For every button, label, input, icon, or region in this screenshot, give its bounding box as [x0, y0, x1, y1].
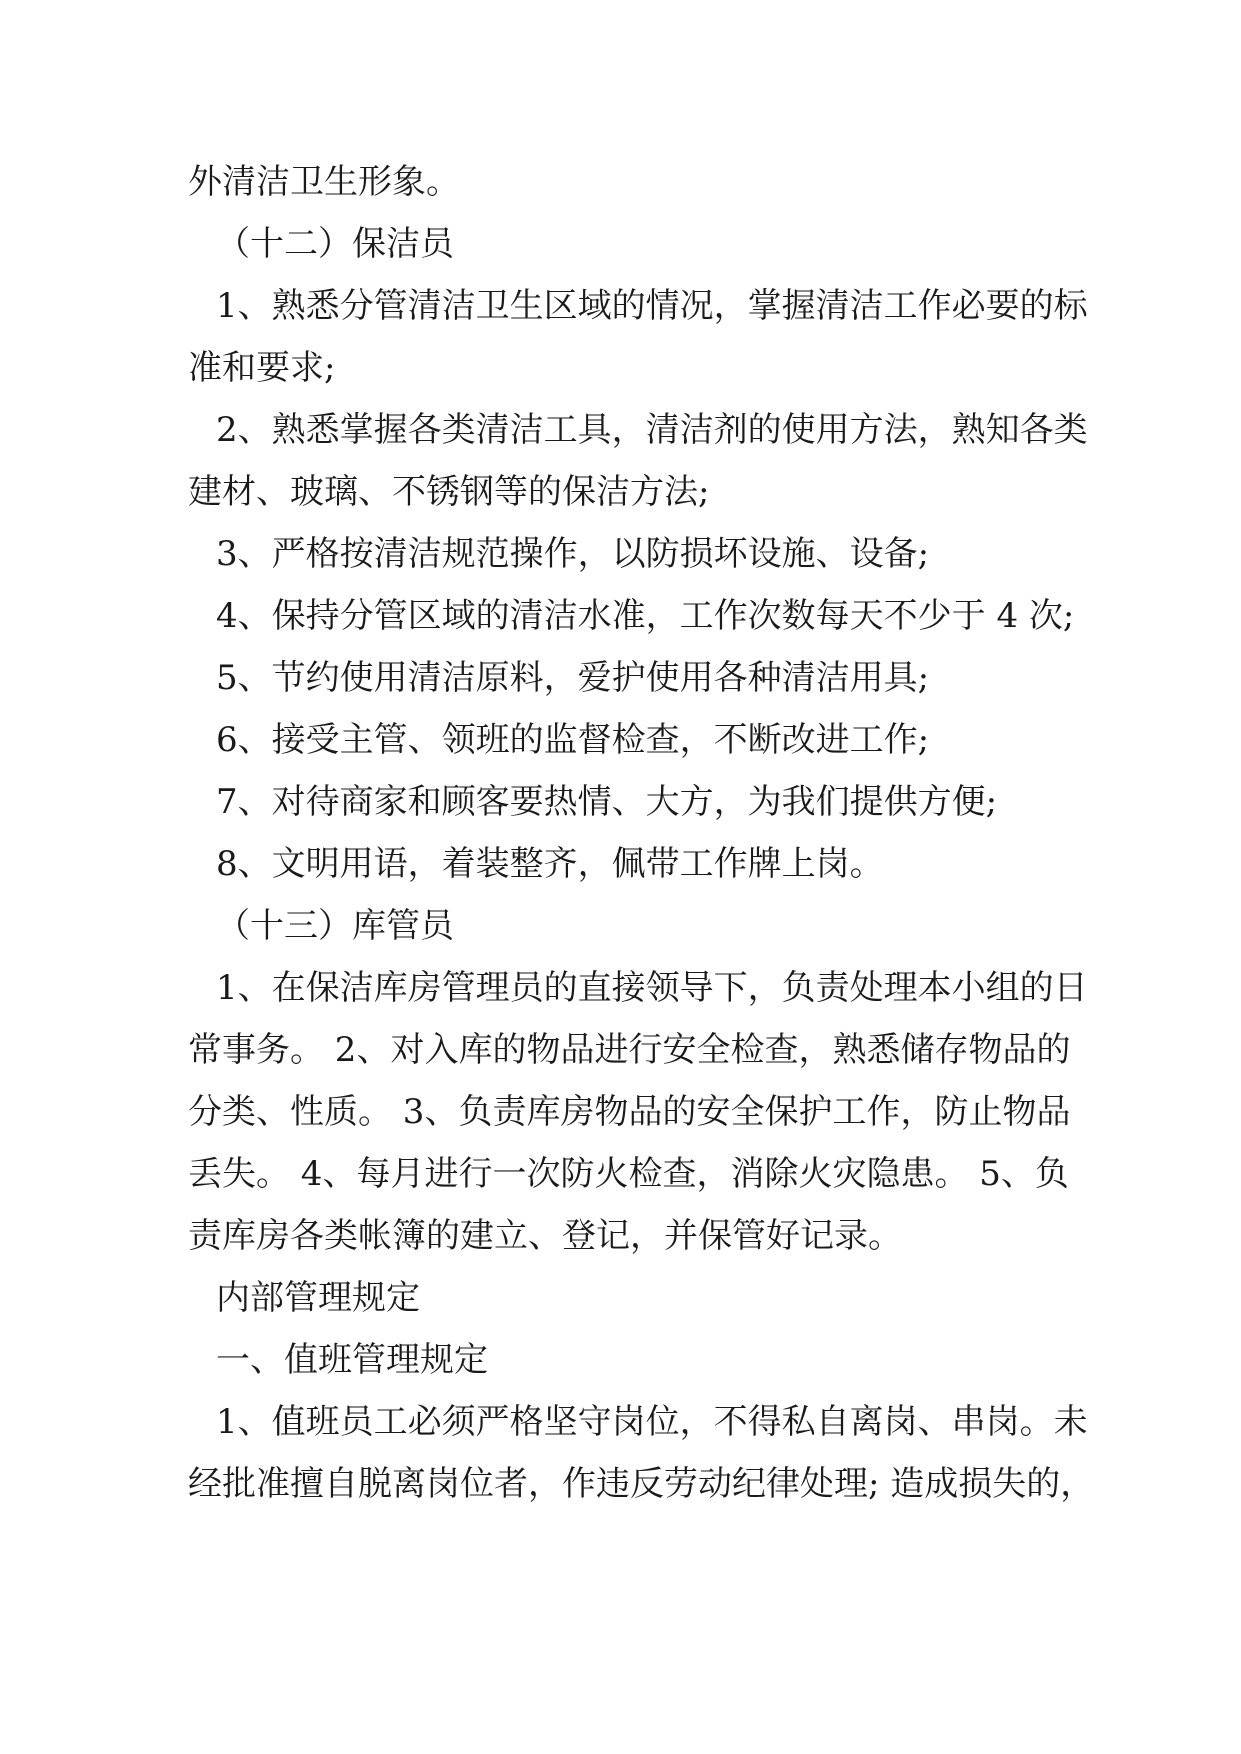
section-heading: （十二）保洁员 — [216, 224, 454, 264]
text-line: 丢失。 4、每月进行一次防火检查，消除火灾隐患。 5、负 — [188, 1154, 1069, 1194]
text-line: 常事务。 2、对入库的物品进行安全检查，熟悉储存物品的 — [188, 1030, 1071, 1070]
text-line: 外清洁卫生形象。 — [188, 162, 460, 202]
text-line: 责库房各类帐簿的建立、登记，并保管好记录。 — [188, 1216, 902, 1256]
text-line: 1、在保洁库房管理员的直接领导下，负责处理本小组的日 — [216, 968, 1088, 1008]
text-line: 7、对待商家和顾客要热情、大方，为我们提供方便; — [216, 782, 998, 822]
text-line: 1、值班员工必须严格坚守岗位，不得私自离岗、串岗。未 — [216, 1402, 1088, 1442]
section-heading: （十三）库管员 — [216, 906, 454, 946]
text-line: 2、熟悉掌握各类清洁工具，清洁剂的使用方法，熟知各类 — [216, 410, 1088, 450]
text-line: 分类、性质。 3、负责库房物品的安全保护工作，防止物品 — [188, 1092, 1071, 1132]
text-line: 8、文明用语，着装整齐，佩带工作牌上岗。 — [216, 844, 884, 884]
text-line: 准和要求; — [188, 348, 336, 388]
text-line: 6、接受主管、领班的监督检查，不断改进工作; — [216, 720, 930, 760]
section-heading: 内部管理规定 — [216, 1278, 420, 1318]
text-line: 建材、玻璃、不锈钢等的保洁方法; — [188, 472, 710, 512]
text-line: 5、节约使用清洁原料，爱护使用各种清洁用具; — [216, 658, 930, 698]
text-line: 1、熟悉分管清洁卫生区域的情况，掌握清洁工作必要的标 — [216, 286, 1088, 326]
section-heading: 一、值班管理规定 — [216, 1340, 488, 1380]
text-line: 3、严格按清洁规范操作，以防损坏设施、设备; — [216, 534, 930, 574]
text-line: 经批准擅自脱离岗位者，作违反劳动纪律处理; 造成损失的， — [188, 1464, 1095, 1504]
text-line: 4、保持分管区域的清洁水准，工作次数每天不少于 4 次; — [216, 596, 1075, 636]
